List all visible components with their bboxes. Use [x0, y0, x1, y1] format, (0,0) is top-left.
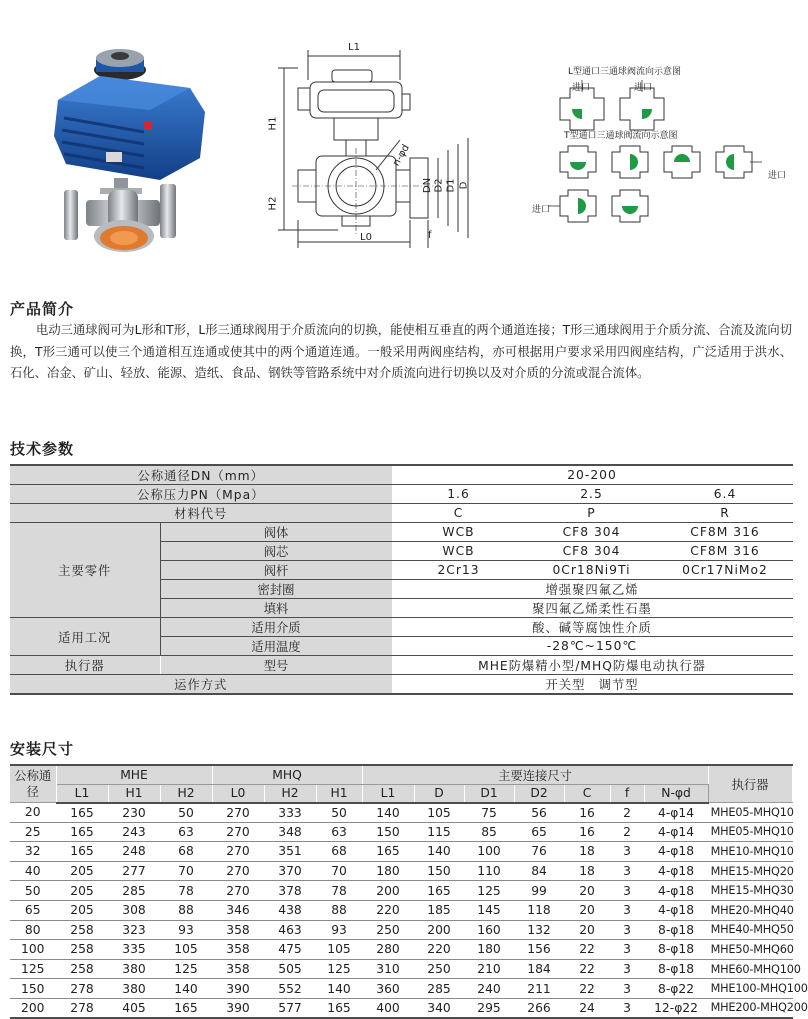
actuator-cell: MHE05-MHQ10: [708, 822, 792, 842]
table-cell: 4-φ18: [644, 861, 708, 881]
actuator-cell: MHE40-MHQ50: [708, 920, 792, 940]
seal-label: 密封圈: [160, 580, 392, 599]
table-cell: 2: [610, 822, 644, 842]
material-label: 材料代号: [10, 504, 392, 523]
material-code: R: [658, 504, 792, 523]
flow-inlet-label: 进口: [768, 171, 787, 181]
body-value: WCB: [392, 523, 525, 542]
table-cell: 105: [160, 940, 212, 960]
label-d1: D1: [445, 178, 457, 193]
table-cell: 93: [160, 920, 212, 940]
table-cell: 8-φ18: [644, 940, 708, 960]
dn-cell: 65: [10, 900, 56, 920]
stem-label: 阀杆: [160, 561, 392, 580]
table-cell: 68: [160, 842, 212, 862]
column-header: D2: [514, 785, 564, 803]
tech-table: [10, 464, 793, 695]
pn-value: 6.4: [658, 485, 792, 504]
table-header-row: [10, 765, 792, 785]
column-header: D: [414, 785, 464, 803]
actuator-cell: MHE20-MHQ40: [708, 900, 792, 920]
table-cell: 200: [362, 881, 414, 901]
table-cell: 50: [160, 803, 212, 823]
table-cell: 125: [160, 959, 212, 979]
label-f: f: [428, 230, 432, 241]
label-nphid: n-φd: [390, 142, 412, 169]
flow-diagram: [530, 60, 800, 230]
table-cell: 78: [316, 881, 362, 901]
table-cell: 405: [108, 998, 160, 1018]
table-cell: 552: [264, 979, 316, 999]
label-h2: H2: [267, 196, 279, 211]
table-row: [10, 842, 792, 862]
column-header: D1: [464, 785, 514, 803]
table-row: [10, 920, 792, 940]
table-cell: 200: [414, 920, 464, 940]
table-cell: 12-φ22: [644, 998, 708, 1018]
table-cell: 258: [56, 959, 108, 979]
table-cell: 65: [514, 822, 564, 842]
column-header: H2: [264, 785, 316, 803]
table-row: [10, 979, 792, 999]
table-cell: 150: [362, 822, 414, 842]
model-value: MHE防爆精小型/MHQ防爆电动执行器: [392, 656, 792, 675]
table-cell: 3: [610, 998, 644, 1018]
table-cell: 270: [212, 822, 264, 842]
dn-cell: 40: [10, 861, 56, 881]
dn-cell: 80: [10, 920, 56, 940]
table-cell: 230: [108, 803, 160, 823]
body-value: CF8M 316: [658, 523, 792, 542]
column-header: H2: [160, 785, 212, 803]
table-cell: 75: [464, 803, 514, 823]
table-cell: 438: [264, 900, 316, 920]
table-cell: 56: [514, 803, 564, 823]
dims-table: [10, 764, 808, 1019]
table-cell: 115: [414, 822, 464, 842]
material-code: P: [525, 504, 658, 523]
table-cell: 211: [514, 979, 564, 999]
table-cell: 8-φ22: [644, 979, 708, 999]
table-row: [10, 803, 792, 823]
medium-label: 适用介质: [160, 618, 392, 637]
table-cell: 165: [56, 803, 108, 823]
table-cell: 285: [108, 881, 160, 901]
flow-title-l: L型通口三通球阀流向示意图: [568, 67, 682, 77]
dn-cell: 20: [10, 803, 56, 823]
header-mhq: MHQ: [212, 765, 362, 785]
table-cell: 180: [362, 861, 414, 881]
table-cell: 346: [212, 900, 264, 920]
table-cell: 3: [610, 920, 644, 940]
table-cell: 110: [464, 861, 514, 881]
table-cell: 348: [264, 822, 316, 842]
body-label: 阀体: [160, 523, 392, 542]
table-cell: 140: [362, 803, 414, 823]
table-cell: 4-φ18: [644, 881, 708, 901]
table-cell: 156: [514, 940, 564, 960]
column-header: f: [610, 785, 644, 803]
label-d2: D2: [433, 178, 445, 193]
table-row: [10, 861, 792, 881]
medium-value: 酸、碱等腐蚀性介质: [392, 618, 792, 637]
packing-label: 填料: [160, 599, 392, 618]
table-cell: 22: [564, 979, 610, 999]
core-value: CF8M 316: [658, 542, 792, 561]
table-cell: 24: [564, 998, 610, 1018]
stem-value: 2Cr13: [392, 561, 525, 580]
table-cell: 84: [514, 861, 564, 881]
table-cell: 390: [212, 979, 264, 999]
table-cell: 18: [564, 842, 610, 862]
table-cell: 18: [564, 861, 610, 881]
column-header: N-φd: [644, 785, 708, 803]
table-cell: 88: [160, 900, 212, 920]
table-cell: 78: [160, 881, 212, 901]
temp-label: 适用温度: [160, 637, 392, 656]
condition-label: 适用工况: [10, 618, 160, 656]
column-header: C: [564, 785, 610, 803]
table-row: [10, 998, 792, 1018]
material-code: C: [392, 504, 525, 523]
table-cell: 210: [464, 959, 514, 979]
table-row: [10, 959, 792, 979]
column-header: H1: [316, 785, 362, 803]
table-row: [10, 900, 792, 920]
table-cell: 4-φ18: [644, 842, 708, 862]
table-cell: 8-φ18: [644, 920, 708, 940]
stem-value: 0Cr17NiMo2: [658, 561, 792, 580]
table-cell: 4-φ14: [644, 822, 708, 842]
table-cell: 85: [464, 822, 514, 842]
table-cell: 145: [464, 900, 514, 920]
body-value: CF8 304: [525, 523, 658, 542]
table-cell: 370: [264, 861, 316, 881]
table-cell: 351: [264, 842, 316, 862]
table-cell: 118: [514, 900, 564, 920]
table-cell: 295: [464, 998, 514, 1018]
table-cell: 220: [362, 900, 414, 920]
table-cell: 165: [362, 842, 414, 862]
table-cell: 3: [610, 900, 644, 920]
table-cell: 63: [316, 822, 362, 842]
table-cell: 160: [464, 920, 514, 940]
actuator-cell: MHE50-MHQ60: [708, 940, 792, 960]
column-header: L0: [212, 785, 264, 803]
actuator-cell: MHE15-MHQ20: [708, 861, 792, 881]
dn-cell: 150: [10, 979, 56, 999]
core-value: WCB: [392, 542, 525, 561]
header-mhe: MHE: [56, 765, 212, 785]
table-cell: 220: [414, 940, 464, 960]
table-row: [10, 940, 792, 960]
table-cell: 277: [108, 861, 160, 881]
mode-label: 运作方式: [10, 675, 392, 695]
table-cell: 20: [564, 881, 610, 901]
product-photo: [40, 40, 240, 260]
table-cell: 184: [514, 959, 564, 979]
column-header: L1: [362, 785, 414, 803]
table-cell: 250: [362, 920, 414, 940]
table-cell: 400: [362, 998, 414, 1018]
table-cell: 3: [610, 842, 644, 862]
table-cell: 76: [514, 842, 564, 862]
actuator-cell: MHE10-MHQ10: [708, 842, 792, 862]
table-cell: 270: [212, 803, 264, 823]
table-cell: 50: [316, 803, 362, 823]
table-cell: 380: [108, 979, 160, 999]
table-cell: 99: [514, 881, 564, 901]
table-cell: 270: [212, 881, 264, 901]
table-cell: 140: [160, 979, 212, 999]
label-dn: DN: [422, 177, 434, 194]
pn-label: 公称压力PN（Mpa）: [10, 485, 392, 504]
table-cell: 463: [264, 920, 316, 940]
table-cell: 380: [108, 959, 160, 979]
table-cell: 16: [564, 822, 610, 842]
table-cell: 205: [56, 881, 108, 901]
pn-value: 1.6: [392, 485, 525, 504]
table-cell: 3: [610, 959, 644, 979]
dn-cell: 200: [10, 998, 56, 1018]
table-cell: 132: [514, 920, 564, 940]
table-cell: 150: [414, 861, 464, 881]
table-cell: 68: [316, 842, 362, 862]
table-cell: 88: [316, 900, 362, 920]
dn-cell: 125: [10, 959, 56, 979]
table-cell: 390: [212, 998, 264, 1018]
table-cell: 180: [464, 940, 514, 960]
label-l0: L0: [360, 232, 372, 243]
dn-cell: 25: [10, 822, 56, 842]
table-cell: 240: [464, 979, 514, 999]
header-conn: 主要连接尺寸: [362, 765, 708, 785]
dims-title: 安装尺寸: [10, 740, 75, 758]
table-row: [10, 822, 792, 842]
actuator-cell: MHE60-MHQ100: [708, 959, 792, 979]
table-cell: 125: [316, 959, 362, 979]
table-cell: 22: [564, 959, 610, 979]
table-cell: 358: [212, 920, 264, 940]
table-cell: 358: [212, 940, 264, 960]
table-cell: 3: [610, 979, 644, 999]
table-row: [10, 656, 792, 675]
column-header: L1: [56, 785, 108, 803]
table-cell: 22: [564, 940, 610, 960]
core-label: 阀芯: [160, 542, 392, 561]
table-cell: 63: [160, 822, 212, 842]
core-value: CF8 304: [525, 542, 658, 561]
packing-value: 聚四氟乙烯柔性石墨: [392, 599, 792, 618]
pn-value: 2.5: [525, 485, 658, 504]
table-cell: 340: [414, 998, 464, 1018]
table-row: [10, 523, 792, 542]
flow-title-t: T型通口三通球阀流向示意图: [564, 131, 678, 141]
table-cell: 4-φ18: [644, 900, 708, 920]
column-header: H1: [108, 785, 160, 803]
flow-inlet-label: 进口: [532, 205, 551, 215]
stem-value: 0Cr18Ni9Ti: [525, 561, 658, 580]
table-cell: 16: [564, 803, 610, 823]
table-cell: 105: [414, 803, 464, 823]
table-cell: 70: [316, 861, 362, 881]
table-cell: 125: [464, 881, 514, 901]
table-cell: 335: [108, 940, 160, 960]
table-row: [10, 465, 792, 485]
seal-value: 增强聚四氟乙烯: [392, 580, 792, 599]
label-d: D: [458, 181, 470, 190]
table-cell: 2: [610, 803, 644, 823]
table-row: [10, 618, 792, 637]
actuator-cell: MHE100-MHQ100: [708, 979, 792, 999]
table-cell: 278: [56, 979, 108, 999]
product-figures: [0, 0, 800, 290]
table-cell: 323: [108, 920, 160, 940]
dn-label: 公称通径DN（mm）: [10, 465, 392, 485]
mode-value: 开关型 调节型: [392, 675, 792, 695]
table-row: [10, 485, 792, 504]
table-cell: 165: [160, 998, 212, 1018]
table-cell: 285: [414, 979, 464, 999]
table-cell: 3: [610, 861, 644, 881]
table-cell: 3: [610, 881, 644, 901]
table-cell: 243: [108, 822, 160, 842]
table-cell: 4-φ14: [644, 803, 708, 823]
flow-inlet-label: 进口: [634, 83, 653, 93]
tech-title: 技术参数: [10, 440, 75, 458]
label-l1: L1: [348, 42, 360, 53]
table-cell: 20: [564, 920, 610, 940]
table-cell: 20: [564, 900, 610, 920]
table-row: [10, 504, 792, 523]
table-cell: 140: [414, 842, 464, 862]
actuator-label: 执行器: [10, 656, 160, 675]
table-cell: 250: [414, 959, 464, 979]
header-actuator: 执行器: [708, 765, 792, 803]
table-header-row: [10, 785, 792, 803]
intro-title: 产品简介: [10, 300, 75, 318]
table-cell: 280: [362, 940, 414, 960]
table-cell: 100: [464, 842, 514, 862]
table-cell: 165: [56, 842, 108, 862]
label-h1: H1: [267, 116, 279, 131]
dn-cell: 50: [10, 881, 56, 901]
dn-cell: 100: [10, 940, 56, 960]
table-row: [10, 881, 792, 901]
table-cell: 3: [610, 940, 644, 960]
model-label: 型号: [160, 656, 392, 675]
table-cell: 270: [212, 842, 264, 862]
temp-value: -28℃~150℃: [392, 637, 792, 656]
table-cell: 70: [160, 861, 212, 881]
actuator-cell: MHE200-MHQ200: [708, 998, 792, 1018]
flow-inlet-label: 进口: [572, 83, 591, 93]
table-cell: 358: [212, 959, 264, 979]
table-cell: 140: [316, 979, 362, 999]
table-cell: 278: [56, 998, 108, 1018]
table-cell: 248: [108, 842, 160, 862]
dn-cell: 32: [10, 842, 56, 862]
main-parts-label: 主要零件: [10, 523, 160, 618]
dn-value: 20-200: [392, 465, 792, 485]
table-cell: 8-φ18: [644, 959, 708, 979]
table-cell: 378: [264, 881, 316, 901]
table-cell: 475: [264, 940, 316, 960]
table-cell: 360: [362, 979, 414, 999]
table-cell: 258: [56, 940, 108, 960]
table-cell: 205: [56, 861, 108, 881]
table-cell: 308: [108, 900, 160, 920]
table-row: [10, 675, 792, 695]
table-cell: 333: [264, 803, 316, 823]
table-cell: 310: [362, 959, 414, 979]
table-cell: 93: [316, 920, 362, 940]
table-cell: 266: [514, 998, 564, 1018]
table-cell: 105: [316, 940, 362, 960]
table-cell: 165: [414, 881, 464, 901]
table-cell: 165: [316, 998, 362, 1018]
header-dn: 公称通径: [10, 765, 56, 803]
intro-text: 电动三通球阀可为L形和T形，L形三通球阀用于介质流向的切换，能使相互垂直的两个通道连接；T形三通球阀用于介质分流、合流及流向切换，T形三通可以使三个通道相互连通或使其中的两个通道连通。一般采用两阀座结构，亦可根据用户要求采用四阀座结构，广泛适用于洪水、石化、冶金、矿山、轻放、能源、造纸、食品、钢铁等管路系统中对介质流向进行切换以及对介质的分流或混合流体。: [10, 323, 792, 380]
actuator-cell: MHE05-MHQ10: [708, 803, 792, 823]
table-cell: 205: [56, 900, 108, 920]
actuator-cell: MHE15-MHQ30: [708, 881, 792, 901]
table-cell: 185: [414, 900, 464, 920]
table-cell: 577: [264, 998, 316, 1018]
table-cell: 270: [212, 861, 264, 881]
table-cell: 165: [56, 822, 108, 842]
table-cell: 505: [264, 959, 316, 979]
table-cell: 258: [56, 920, 108, 940]
